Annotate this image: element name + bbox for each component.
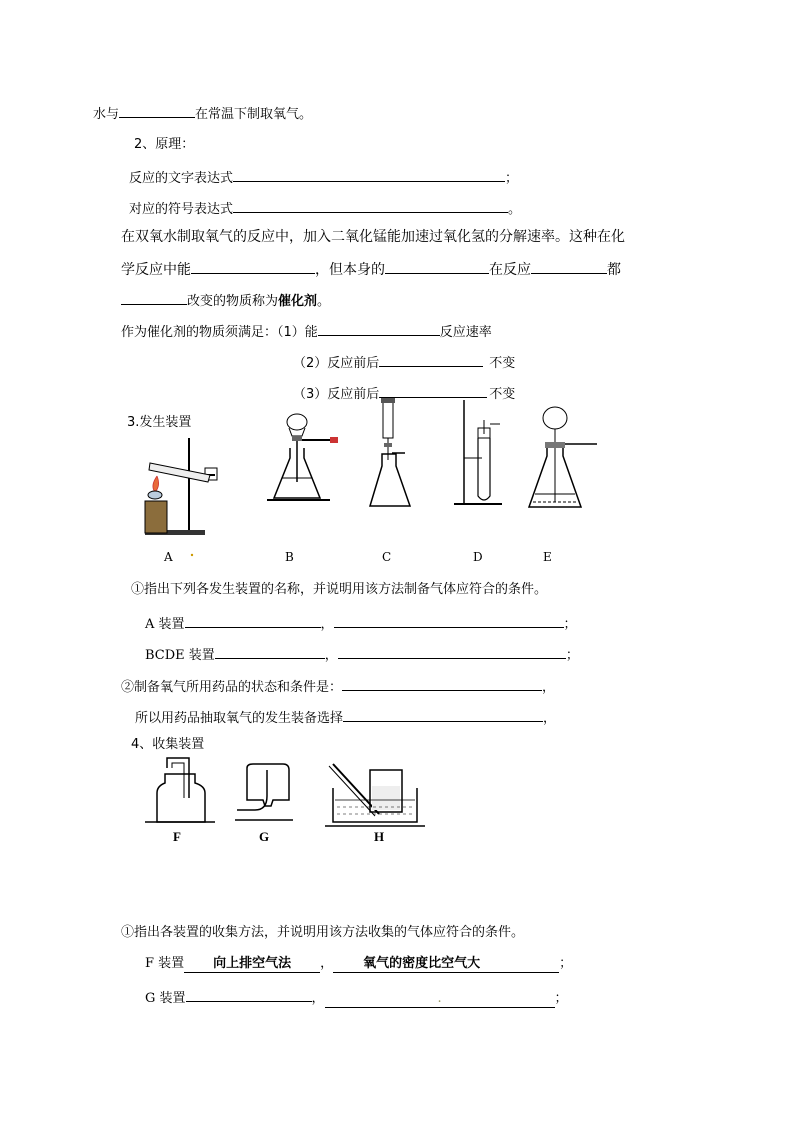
- answer-blank[interactable]: [121, 291, 187, 305]
- answer-blank[interactable]: [233, 168, 505, 182]
- apparatus-f-illustration: [145, 758, 215, 828]
- answer-blank[interactable]: [215, 645, 325, 659]
- apparatus-b-illustration: [252, 410, 347, 505]
- intro-suffix: 在常温下制取氧气。: [195, 107, 313, 122]
- answer-blank[interactable]: [318, 322, 440, 336]
- answer-blank[interactable]: [379, 353, 483, 367]
- answer-blank[interactable]: [531, 260, 607, 274]
- text: ，但本身的: [315, 262, 385, 278]
- catalyst-paragraph-line2: [121, 260, 621, 278]
- punct: ，: [311, 991, 325, 1006]
- g-apparatus-line: [145, 988, 568, 1008]
- text: 不变: [489, 356, 516, 371]
- punct: ，: [320, 617, 334, 632]
- stray-mark: [190, 552, 196, 558]
- collector-heading: 4、收集装置: [131, 737, 205, 752]
- text: 都: [607, 262, 621, 278]
- answer-blank[interactable]: [119, 104, 195, 118]
- text: 作为催化剂的物质须满足：（1）能: [121, 325, 318, 340]
- punct: 。: [317, 294, 331, 309]
- text: 改变的物质称为: [187, 294, 279, 309]
- apparatus-label-g: G: [259, 829, 270, 844]
- punct: ；: [554, 991, 568, 1006]
- intro-prefix: 水与: [93, 107, 120, 122]
- text: 反应速率: [439, 325, 492, 340]
- text: F 装置: [145, 956, 185, 971]
- answer-blank[interactable]: [186, 988, 312, 1002]
- apparatus-h-illustration: [325, 760, 425, 830]
- f-method-text: 向上排空气法: [213, 956, 292, 971]
- text: 学反应中能: [121, 262, 191, 278]
- word-equation-label: 反应的文字表达式: [129, 171, 234, 186]
- answer-blank[interactable]: [385, 260, 489, 274]
- apparatus-label-h: H: [374, 829, 385, 844]
- apparatus-g-illustration: [235, 762, 295, 828]
- apparatus-label-c: C: [382, 550, 392, 564]
- catalyst-requirement-1: [121, 322, 492, 341]
- text: 不变: [489, 387, 516, 402]
- answer-blank[interactable]: [342, 677, 542, 691]
- apparatus-label-f: F: [173, 829, 181, 844]
- answer-blank[interactable]: [343, 708, 543, 722]
- answer-blank[interactable]: [185, 614, 321, 628]
- generator-heading: 3.发生装置: [127, 415, 192, 430]
- question-2-line: [121, 677, 555, 696]
- apparatus-d-illustration: [452, 398, 507, 508]
- answer-blank[interactable]: [325, 991, 555, 1008]
- apparatus-a-illustration: [135, 430, 230, 540]
- text: 在反应: [489, 262, 531, 278]
- question-2-line2: [135, 708, 556, 727]
- punct: ，: [324, 648, 338, 663]
- punct: 。: [508, 202, 522, 217]
- catalyst-term: 催化剂: [278, 294, 318, 309]
- apparatus-c-illustration: [365, 398, 425, 513]
- principle-heading: 2、原理：: [134, 137, 195, 152]
- catalyst-paragraph-line3: [121, 291, 330, 310]
- punct: ；: [565, 648, 579, 663]
- text: G 装置: [145, 991, 186, 1006]
- symbol-equation-label: 对应的符号表达式: [129, 202, 234, 217]
- punct: ，: [543, 711, 557, 726]
- apparatus-label-d: D: [473, 550, 483, 564]
- f-reason-answer: [333, 956, 559, 973]
- apparatus-label-a: A: [164, 550, 173, 564]
- apparatus-e-illustration: [525, 402, 605, 514]
- catalyst-paragraph-line1: 在双氧水制取氧气的反应中，加入二氧化锰能加速过氧化氢的分解速率。这种在化: [121, 229, 625, 245]
- answer-blank[interactable]: [191, 260, 315, 274]
- f-method-answer: [184, 956, 320, 973]
- answer-blank[interactable]: [338, 645, 566, 659]
- f-reason-text: 氧气的密度比空气大: [363, 956, 481, 971]
- text: （3）反应前后: [293, 387, 380, 402]
- text: A 装置: [145, 617, 185, 632]
- a-apparatus-line: [145, 614, 577, 633]
- answer-blank[interactable]: [334, 614, 564, 628]
- answer-blank[interactable]: [233, 199, 508, 213]
- answer-blank[interactable]: [379, 384, 487, 398]
- question-3-text: ①指出各装置的收集方法，并说明用该方法收集的气体应符合的条件。: [121, 925, 525, 940]
- text: ②制备氧气所用药品的状态和条件是：: [121, 680, 343, 695]
- f-apparatus-line: [145, 956, 572, 973]
- text: BCDE 装置: [145, 648, 215, 663]
- apparatus-label-e: E: [543, 550, 552, 564]
- word-equation-line: [129, 168, 518, 187]
- apparatus-label-b: B: [285, 550, 294, 564]
- punct: ；: [563, 617, 577, 632]
- bcde-apparatus-line: [145, 645, 579, 664]
- punct: ，: [320, 956, 334, 971]
- punct: ；: [505, 171, 519, 186]
- stray-dot: .: [437, 991, 442, 1006]
- text: （2）反应前后: [293, 356, 380, 371]
- punct: ；: [559, 956, 573, 971]
- intro-line: [93, 104, 312, 123]
- punct: ，: [542, 680, 556, 695]
- symbol-equation-line: [129, 199, 521, 218]
- question-1-text: ①指出下列各发生装置的名称，并说明用该方法制备气体应符合的条件。: [131, 582, 548, 597]
- text: 所以用药品抽取氧气的发生装备选择: [135, 711, 344, 726]
- catalyst-requirement-2: [293, 353, 515, 372]
